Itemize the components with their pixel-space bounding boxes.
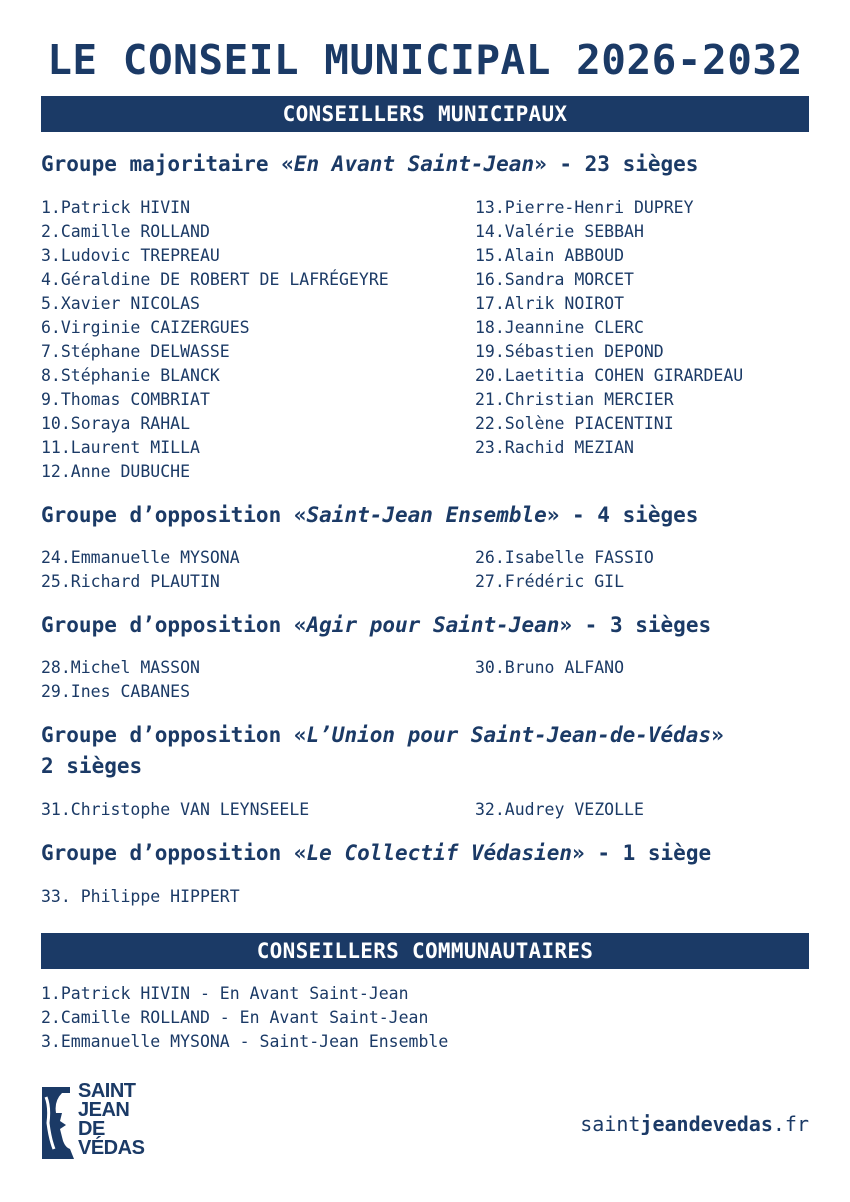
list-item: 32.Audrey VEZOLLE [475,800,644,819]
communautaires-list [41,982,448,1054]
logo-line: JEAN [78,1099,130,1121]
group-name: Le Collectif Védasien [306,841,573,865]
group-name: Agir pour Saint-Jean [306,613,560,637]
list-item: 11.Laurent MILLA [41,438,200,457]
logo-line: SAINT [78,1080,136,1102]
list-item: 18.Jeannine CLERC [475,318,644,337]
group-prefix: Groupe d’opposition « [41,613,307,637]
list-item: 9.Thomas COMBRIAT [41,390,210,409]
group-seats: » - 1 siège [572,841,712,865]
member-list-union-right [475,798,644,822]
member-list-agir-right [475,656,624,680]
group-seats: » - 3 sièges [559,613,712,637]
group-heading-agir [41,610,821,641]
group-prefix: Groupe d’opposition « [41,723,307,747]
group-seats: » - 23 sièges [534,152,699,176]
list-item: 17.Alrik NOIROT [475,294,625,313]
list-item: 23.Rachid MEZIAN [475,438,634,457]
page-title: LE CONSEIL MUNICIPAL 2026-2032 [47,36,803,84]
list-item: 4.Géraldine DE ROBERT DE LAFRÉGEYRE [41,270,389,289]
member-list-majority-right [475,196,743,460]
website-link[interactable] [580,1112,809,1136]
member-list-ensemble-left [41,546,240,594]
list-item: 22.Solène PIACENTINI [475,414,674,433]
group-seats: 2 sièges [41,754,143,778]
list-item: 3.Ludovic TREPREAU [41,246,220,265]
list-item: 16.Sandra MORCET [475,270,634,289]
list-item: 6.Virginie CAIZERGUES [41,318,250,337]
list-item: 2.Camille ROLLAND - En Avant Saint-Jean [41,1008,429,1027]
list-item: 33. Philippe HIPPERT [41,887,240,906]
group-name: L’Union pour Saint-Jean-de-Védas [306,723,712,747]
section-header-communautaires: CONSEILLERS COMMUNAUTAIRES [41,933,809,969]
group-name: En Avant Saint-Jean [293,152,535,176]
list-item: 24.Emmanuelle MYSONA [41,548,240,567]
section-header-municipaux: CONSEILLERS MUNICIPAUX [41,96,809,132]
list-item: 5.Xavier NICOLAS [41,294,200,313]
list-item: 26.Isabelle FASSIO [475,548,654,567]
list-item: 1.Patrick HIVIN [41,198,191,217]
member-list-union-left [41,798,309,822]
group-prefix: Groupe majoritaire « [41,152,294,176]
list-item: 15.Alain ABBOUD [475,246,625,265]
group-heading-collectif [41,838,821,869]
member-list-agir-left [41,656,200,704]
member-list-collectif [41,885,240,909]
group-heading-union [41,720,821,782]
list-item: 25.Richard PLAUTIN [41,572,220,591]
list-item: 21.Christian MERCIER [475,390,674,409]
logo-wordmark [78,1082,144,1158]
member-list-ensemble-right [475,546,654,594]
list-item: 20.Laetitia COHEN GIRARDEAU [475,366,744,385]
site-part: saint [580,1112,641,1136]
list-item: 30.Bruno ALFANO [475,658,625,677]
group-prefix: Groupe d’opposition « [41,503,307,527]
list-item: 29.Ines CABANES [41,682,191,701]
list-item: 3.Emmanuelle MYSONA - Saint-Jean Ensemble [41,1032,449,1051]
list-item: 8.Stéphanie BLANCK [41,366,220,385]
list-item: 14.Valérie SEBBAH [475,222,644,241]
list-item: 12.Anne DUBUCHE [41,462,191,481]
group-heading-ensemble [41,500,821,531]
list-item: 27.Frédéric GIL [475,572,625,591]
group-prefix: Groupe d’opposition « [41,841,307,865]
logo-line: VÉDAS [78,1137,145,1159]
group-seats: » - 4 sièges [546,503,699,527]
list-item: 28.Michel MASSON [41,658,200,677]
list-item: 7.Stéphane DELWASSE [41,342,230,361]
site-part: .fr [772,1112,809,1136]
list-item: 19.Sébastien DEPOND [475,342,664,361]
group-heading-majority [41,149,821,180]
site-part-bold: jeandevedas [640,1112,773,1136]
list-item: 1.Patrick HIVIN - En Avant Saint-Jean [41,984,409,1003]
list-item: 13.Pierre-Henri DUPREY [475,198,694,217]
list-item: 2.Camille ROLLAND [41,222,210,241]
list-item: 31.Christophe VAN LEYNSEELE [41,800,310,819]
logo-line: DE [78,1118,105,1140]
list-item: 10.Soraya RAHAL [41,414,191,433]
group-suffix: » [711,723,724,747]
group-name: Saint-Jean Ensemble [306,503,547,527]
member-list-majority-left [41,196,389,484]
